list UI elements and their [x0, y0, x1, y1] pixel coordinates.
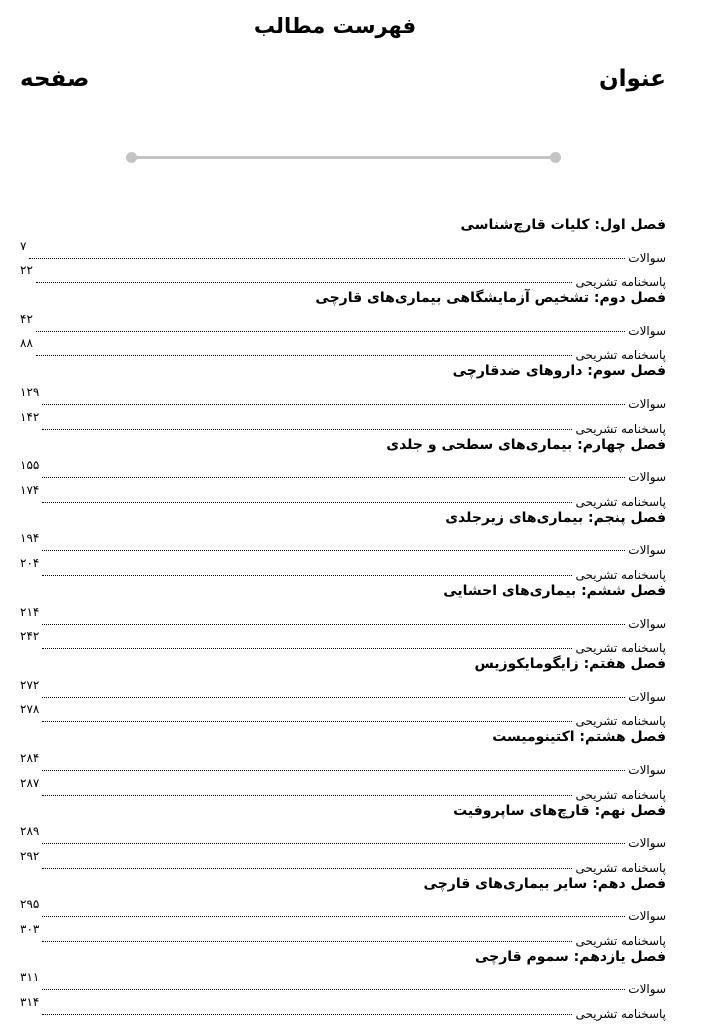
toc-entry — [20, 847, 666, 875]
page-number: ۴۲ — [20, 311, 33, 326]
toc-entry — [20, 554, 666, 582]
page-number: ۱۲۹ — [20, 384, 40, 399]
toc-entry — [20, 920, 666, 948]
entry-label: سوالات — [628, 616, 666, 631]
page-number: ۲۴۲ — [20, 629, 40, 644]
entry-label: سوالات — [628, 396, 666, 411]
page-number: ۲۷۸ — [20, 702, 40, 717]
dot-leader — [42, 549, 625, 551]
entry-label: سوالات — [628, 836, 666, 851]
toc-entry — [20, 310, 666, 338]
dot-leader — [42, 574, 572, 576]
chapter-title: فصل چهارم: بیماری‌های سطحی و جلدی — [386, 436, 666, 453]
page-number: ۲۹۵ — [20, 897, 40, 912]
chapter-title: فصل هشتم: اکتینومیست — [492, 729, 666, 746]
page-number: ۲۱۴ — [20, 604, 40, 619]
dot-leader — [36, 281, 573, 283]
page-number: ۲۲ — [20, 263, 33, 278]
page-number: ۲۹۲ — [20, 848, 40, 863]
entry-label: سوالات — [628, 689, 666, 704]
dot-leader — [42, 940, 572, 942]
entry-label: پاسخنامه تشریحی — [575, 348, 666, 363]
toc-entry — [20, 676, 666, 704]
toc-entry — [20, 628, 666, 656]
dot-leader — [42, 428, 572, 430]
page-number: ۲۸۷ — [20, 775, 40, 790]
column-header-title: عنوان — [598, 66, 666, 92]
dot-leader — [36, 330, 625, 332]
toc-entry — [20, 749, 666, 777]
chapter-title: فصل نهم: قارچ‌های ساپروفیت — [453, 802, 666, 819]
toc-entry — [20, 969, 666, 997]
dot-leader — [42, 696, 625, 698]
entry-label: سوالات — [628, 323, 666, 338]
page-number: ۱۵۵ — [20, 458, 40, 473]
toc-entry — [20, 993, 666, 1022]
entry-label: سوالات — [628, 470, 666, 485]
entry-label: پاسخنامه تشریحی — [575, 933, 666, 948]
entry-label: پاسخنامه تشریحی — [575, 641, 666, 656]
entry-label: پاسخنامه تشریحی — [575, 1007, 666, 1022]
page-number: ۱۷۴ — [20, 482, 40, 497]
toc-entry — [20, 896, 666, 924]
dot-leader — [42, 842, 625, 844]
dot-leader — [42, 794, 572, 796]
page-number: ۳۱۱ — [20, 970, 40, 985]
page-number: ۲۸۹ — [20, 824, 40, 839]
chapter-title: فصل سوم: داروهای ضدقارچی — [452, 363, 666, 380]
entry-label: پاسخنامه تشریحی — [575, 714, 666, 729]
toc-entry — [20, 237, 666, 265]
dot-leader — [42, 988, 625, 990]
entry-label: سوالات — [628, 543, 666, 558]
chapter-title: فصل اول: کلیات قارچ‌شناسی — [460, 217, 666, 233]
dot-leader — [29, 257, 625, 259]
dot-leader — [42, 501, 572, 503]
dot-leader — [42, 720, 572, 722]
dot-leader — [42, 403, 625, 405]
dot-leader — [42, 623, 625, 625]
toc-entry — [20, 457, 666, 485]
dot-leader — [42, 476, 625, 478]
decorative-divider — [131, 156, 556, 159]
entry-label: پاسخنامه تشریحی — [575, 567, 666, 582]
page-number: ۸۸ — [20, 336, 33, 351]
chapter-title: فصل دهم: سایر بیماری‌های قارچی — [423, 875, 666, 892]
chapter-title: فصل هفتم: زایگومایکوزیس — [474, 656, 666, 673]
entry-label: سوالات — [628, 250, 666, 265]
dot-leader — [42, 769, 625, 771]
page-number: ۳۰۳ — [20, 921, 40, 936]
dot-leader — [42, 647, 572, 649]
page-number: ۷ — [20, 238, 27, 253]
entry-label: سوالات — [628, 909, 666, 924]
chapter-title: فصل پنجم: بیماری‌های زیرجلدی — [445, 509, 666, 526]
column-header-page: صفحه — [20, 66, 90, 92]
chapter-title: فصل دوم: تشخیص آزمایشگاهی بیماری‌های قارچی — [315, 290, 666, 307]
dot-leader — [42, 867, 572, 869]
page-number: ۳۱۴ — [20, 995, 40, 1010]
toc-entry — [20, 823, 666, 851]
page-number: ۱۹۴ — [20, 531, 40, 546]
page-number: ۱۴۲ — [20, 409, 40, 424]
dot-leader — [42, 1013, 572, 1015]
toc-entry — [20, 262, 666, 290]
chapter-title: فصل ششم: بیماری‌های احشایی — [443, 582, 666, 599]
toc-entry — [20, 383, 666, 411]
dot-leader — [42, 915, 625, 917]
page-number: ۲۸۴ — [20, 750, 40, 765]
toc-entry — [20, 603, 666, 631]
page-title: فهرست مطالب — [253, 14, 417, 38]
entry-label: پاسخنامه تشریحی — [575, 421, 666, 436]
toc-entry — [20, 701, 666, 729]
entry-label: پاسخنامه تشریحی — [575, 860, 666, 875]
toc-entry — [20, 481, 666, 509]
chapter-title: فصل یازدهم: سموم قارچی — [474, 948, 666, 965]
toc-entry — [20, 774, 666, 802]
toc-entry — [20, 408, 666, 436]
entry-label: سوالات — [628, 982, 666, 997]
entry-label: پاسخنامه تشریحی — [575, 787, 666, 802]
toc-entry — [20, 335, 666, 363]
entry-label: پاسخنامه تشریحی — [575, 275, 666, 290]
dot-leader — [36, 354, 573, 356]
toc-entry — [20, 530, 666, 558]
entry-label: پاسخنامه تشریحی — [575, 494, 666, 509]
page-number: ۲۷۲ — [20, 677, 40, 692]
page-number: ۲۰۴ — [20, 555, 40, 570]
entry-label: سوالات — [628, 762, 666, 777]
table-of-contents — [20, 213, 666, 1022]
